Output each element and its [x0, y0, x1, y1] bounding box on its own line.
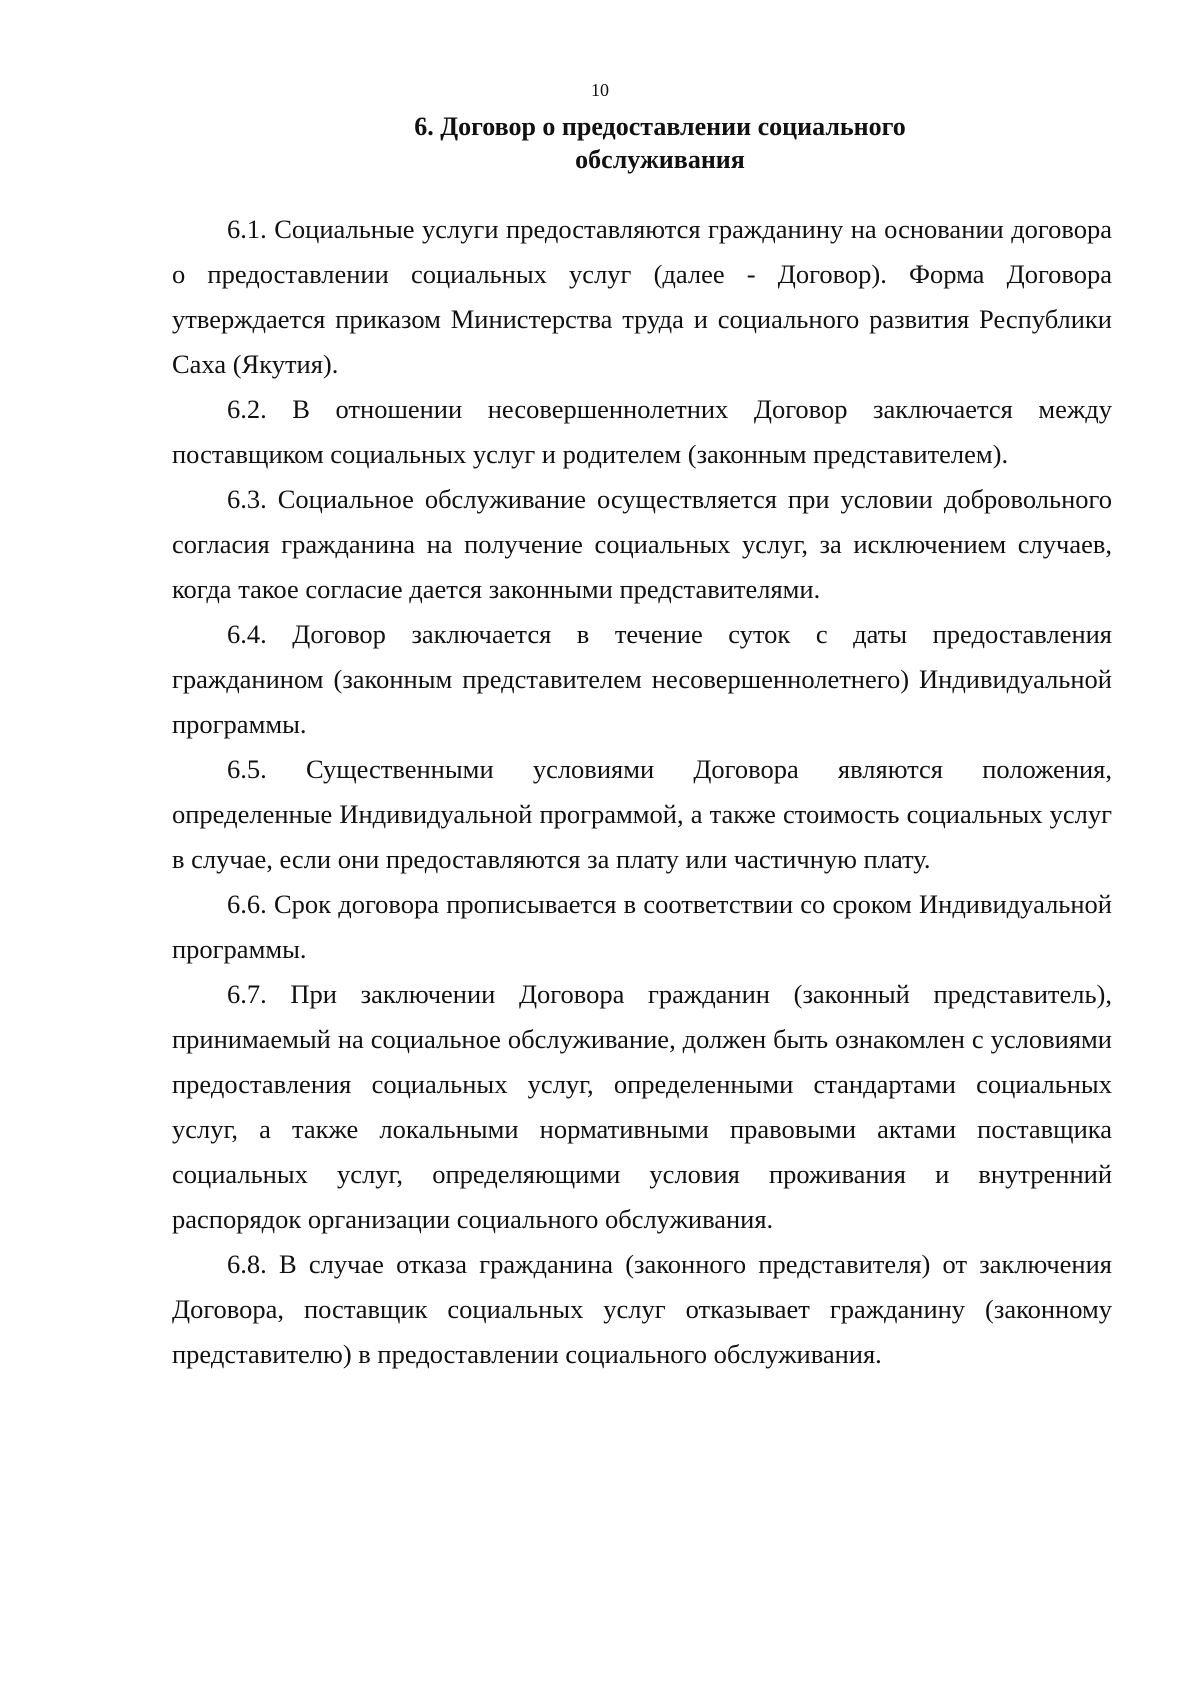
section-title-line-1: 6. Договор о предоставлении социального — [414, 112, 906, 141]
paragraph-6-7: 6.7. При заключении Договора гражданин (законный представитель), принимаемый на социальное обслуживание, должен быть ознакомлен с условиями предоставления социальных услуг, определенными стандартами социальных услуг, а также локальными нормативными правовыми актами поставщика социальных услуг, определяющими условия проживания и внутренний распорядок организации социального обслуживания. — [172, 979, 1112, 1234]
paragraph-6-6: 6.6. Срок договора прописывается в соответствии со сроком Индивидуальной программы. — [172, 889, 1112, 964]
paragraph-6-2: 6.2. В отношении несовершеннолетних Договор заключается между поставщиком социальных услуг и родителем (законным представителем). — [172, 394, 1112, 469]
paragraph-6-8: 6.8. В случае отказа гражданина (законного представителя) от заключения Договора, поставщик социальных услуг отказывает гражданину (законному представителю) в предоставлении социального обслуживания. — [172, 1249, 1112, 1369]
section-title-line-2: обслуживания — [575, 145, 745, 174]
paragraph-6-3: 6.3. Социальное обслуживание осуществляется при условии добровольного согласия гражданина на получение социальных услуг, за исключением случаев, когда такое согласие дается законными представителями. — [172, 484, 1112, 604]
document-body — [172, 207, 1112, 1377]
paragraph-6-1: 6.1. Социальные услуги предоставляются гражданину на основании договора о предоставлении социальных услуг (далее - Договор). Форма Договора утверждается приказом Министерства труда и социального развития Республики Саха (Якутия). — [172, 214, 1112, 379]
paragraph-6-4: 6.4. Договор заключается в течение суток с даты предоставления гражданином (законным представителем несовершеннолетнего) Индивидуальной программы. — [172, 619, 1112, 739]
section-title — [350, 110, 970, 176]
paragraph-6-5: 6.5. Существенными условиями Договора являются положения, определенные Индивидуальной программой, а также стоимость социальных услуг в случае, если они предоставляются за плату или частичную плату. — [172, 754, 1112, 874]
page-number: 10 — [591, 80, 609, 100]
